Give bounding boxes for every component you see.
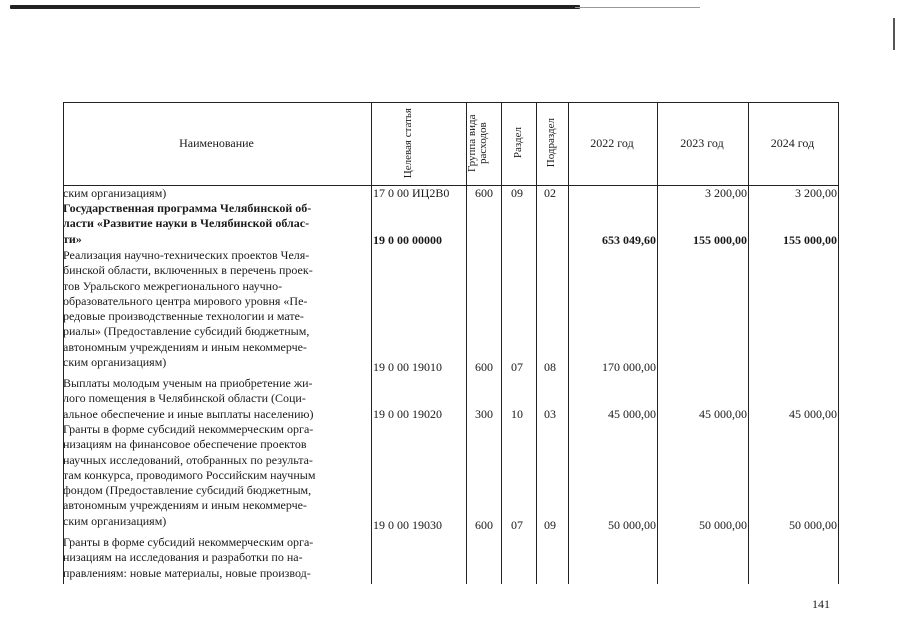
row-2023: 45 000,00 bbox=[699, 407, 747, 421]
row-section: 07 bbox=[511, 360, 523, 374]
row-name: Реализация научно-технических проектов Челя- бинской области, включенных в перечень проек- тов Уральского межрегионального научно- образовательного центра мирового уровня «Пе- редовые производственные технологии и мате- риалы» (Предоставление субсидий бюджетным, автономным учреждениям и иным некоммерче- ским организациям) bbox=[63, 248, 313, 370]
page-number: 141 bbox=[812, 597, 830, 611]
header-section: Раздел bbox=[511, 127, 524, 159]
row-2024: 45 000,00 bbox=[789, 407, 837, 421]
row-2023: 3 200,00 bbox=[705, 186, 747, 200]
row-group: 600 bbox=[475, 360, 493, 374]
row-code: 19 0 00 19030 bbox=[373, 518, 442, 532]
row-2022: 50 000,00 bbox=[608, 518, 656, 532]
row-name: Государственная программа Челябинской об- ласти «Развитие науки в Челябинской облас- ти» bbox=[63, 201, 312, 246]
row-section: 07 bbox=[511, 518, 523, 532]
row-2023: 50 000,00 bbox=[699, 518, 747, 532]
row-code: 19 0 00 19020 bbox=[373, 407, 442, 421]
row-subsection: 03 bbox=[544, 407, 556, 421]
row-2024: 50 000,00 bbox=[789, 518, 837, 532]
row-code: 19 0 00 00000 bbox=[373, 233, 442, 247]
header-code-cell bbox=[371, 102, 465, 184]
row-2023: 155 000,00 bbox=[693, 233, 747, 247]
row-section: 09 bbox=[511, 186, 523, 200]
scan-top-edge-fade bbox=[575, 7, 700, 8]
row-group: 300 bbox=[475, 407, 493, 421]
header-section-cell bbox=[501, 102, 535, 184]
scan-side-mark bbox=[893, 18, 895, 50]
row-code: 19 0 00 19010 bbox=[373, 360, 442, 374]
header-2022: 2022 год bbox=[590, 135, 634, 150]
row-2022: 653 049,60 bbox=[602, 233, 656, 247]
header-name: Наименование bbox=[179, 135, 254, 150]
scan-top-edge bbox=[10, 5, 580, 9]
row-group: 600 bbox=[475, 518, 493, 532]
row-2022: 45 000,00 bbox=[608, 407, 656, 421]
column-divider bbox=[838, 103, 839, 584]
row-2022: 170 000,00 bbox=[602, 360, 656, 374]
row-name: Гранты в форме субсидий некоммерческим орга- низациям на исследования и разработки по на- правлениям: новые материалы, новые производ- bbox=[63, 535, 314, 580]
header-code: Целевая статья bbox=[402, 107, 414, 179]
row-section: 10 bbox=[511, 407, 523, 421]
row-2024: 155 000,00 bbox=[783, 233, 837, 247]
header-2024: 2024 год bbox=[770, 135, 815, 150]
row-group: 600 bbox=[475, 186, 493, 200]
header-group: Группа вида расходов bbox=[466, 114, 489, 172]
row-name: ским организациям) bbox=[63, 186, 167, 200]
header-group-cell bbox=[466, 102, 500, 184]
header-2023: 2023 год bbox=[680, 135, 724, 150]
row-name: Гранты в форме субсидий некоммерческим орга- низациям на финансовое обеспечение проектов научных исследований, отобранных по результа- там конкурса, проводимого Российским научным фондом (Предоставление субсидий бюджетным, автономным учреждениям и иным некоммерче- ским организациям) bbox=[63, 422, 316, 528]
row-subsection: 08 bbox=[544, 360, 556, 374]
row-subsection: 02 bbox=[544, 186, 556, 200]
row-subsection: 09 bbox=[544, 518, 556, 532]
row-2024: 3 200,00 bbox=[795, 186, 837, 200]
row-code: 17 0 00 ИЦ2В0 bbox=[373, 186, 450, 200]
header-subsection-cell bbox=[536, 102, 567, 184]
row-name: Выплаты молодым ученым на приобретение жи- лого помещения в Челябинской области (Соци- альное обеспечение и иные выплаты населению) bbox=[63, 376, 314, 421]
header-subsection: Подраздел bbox=[545, 118, 557, 168]
